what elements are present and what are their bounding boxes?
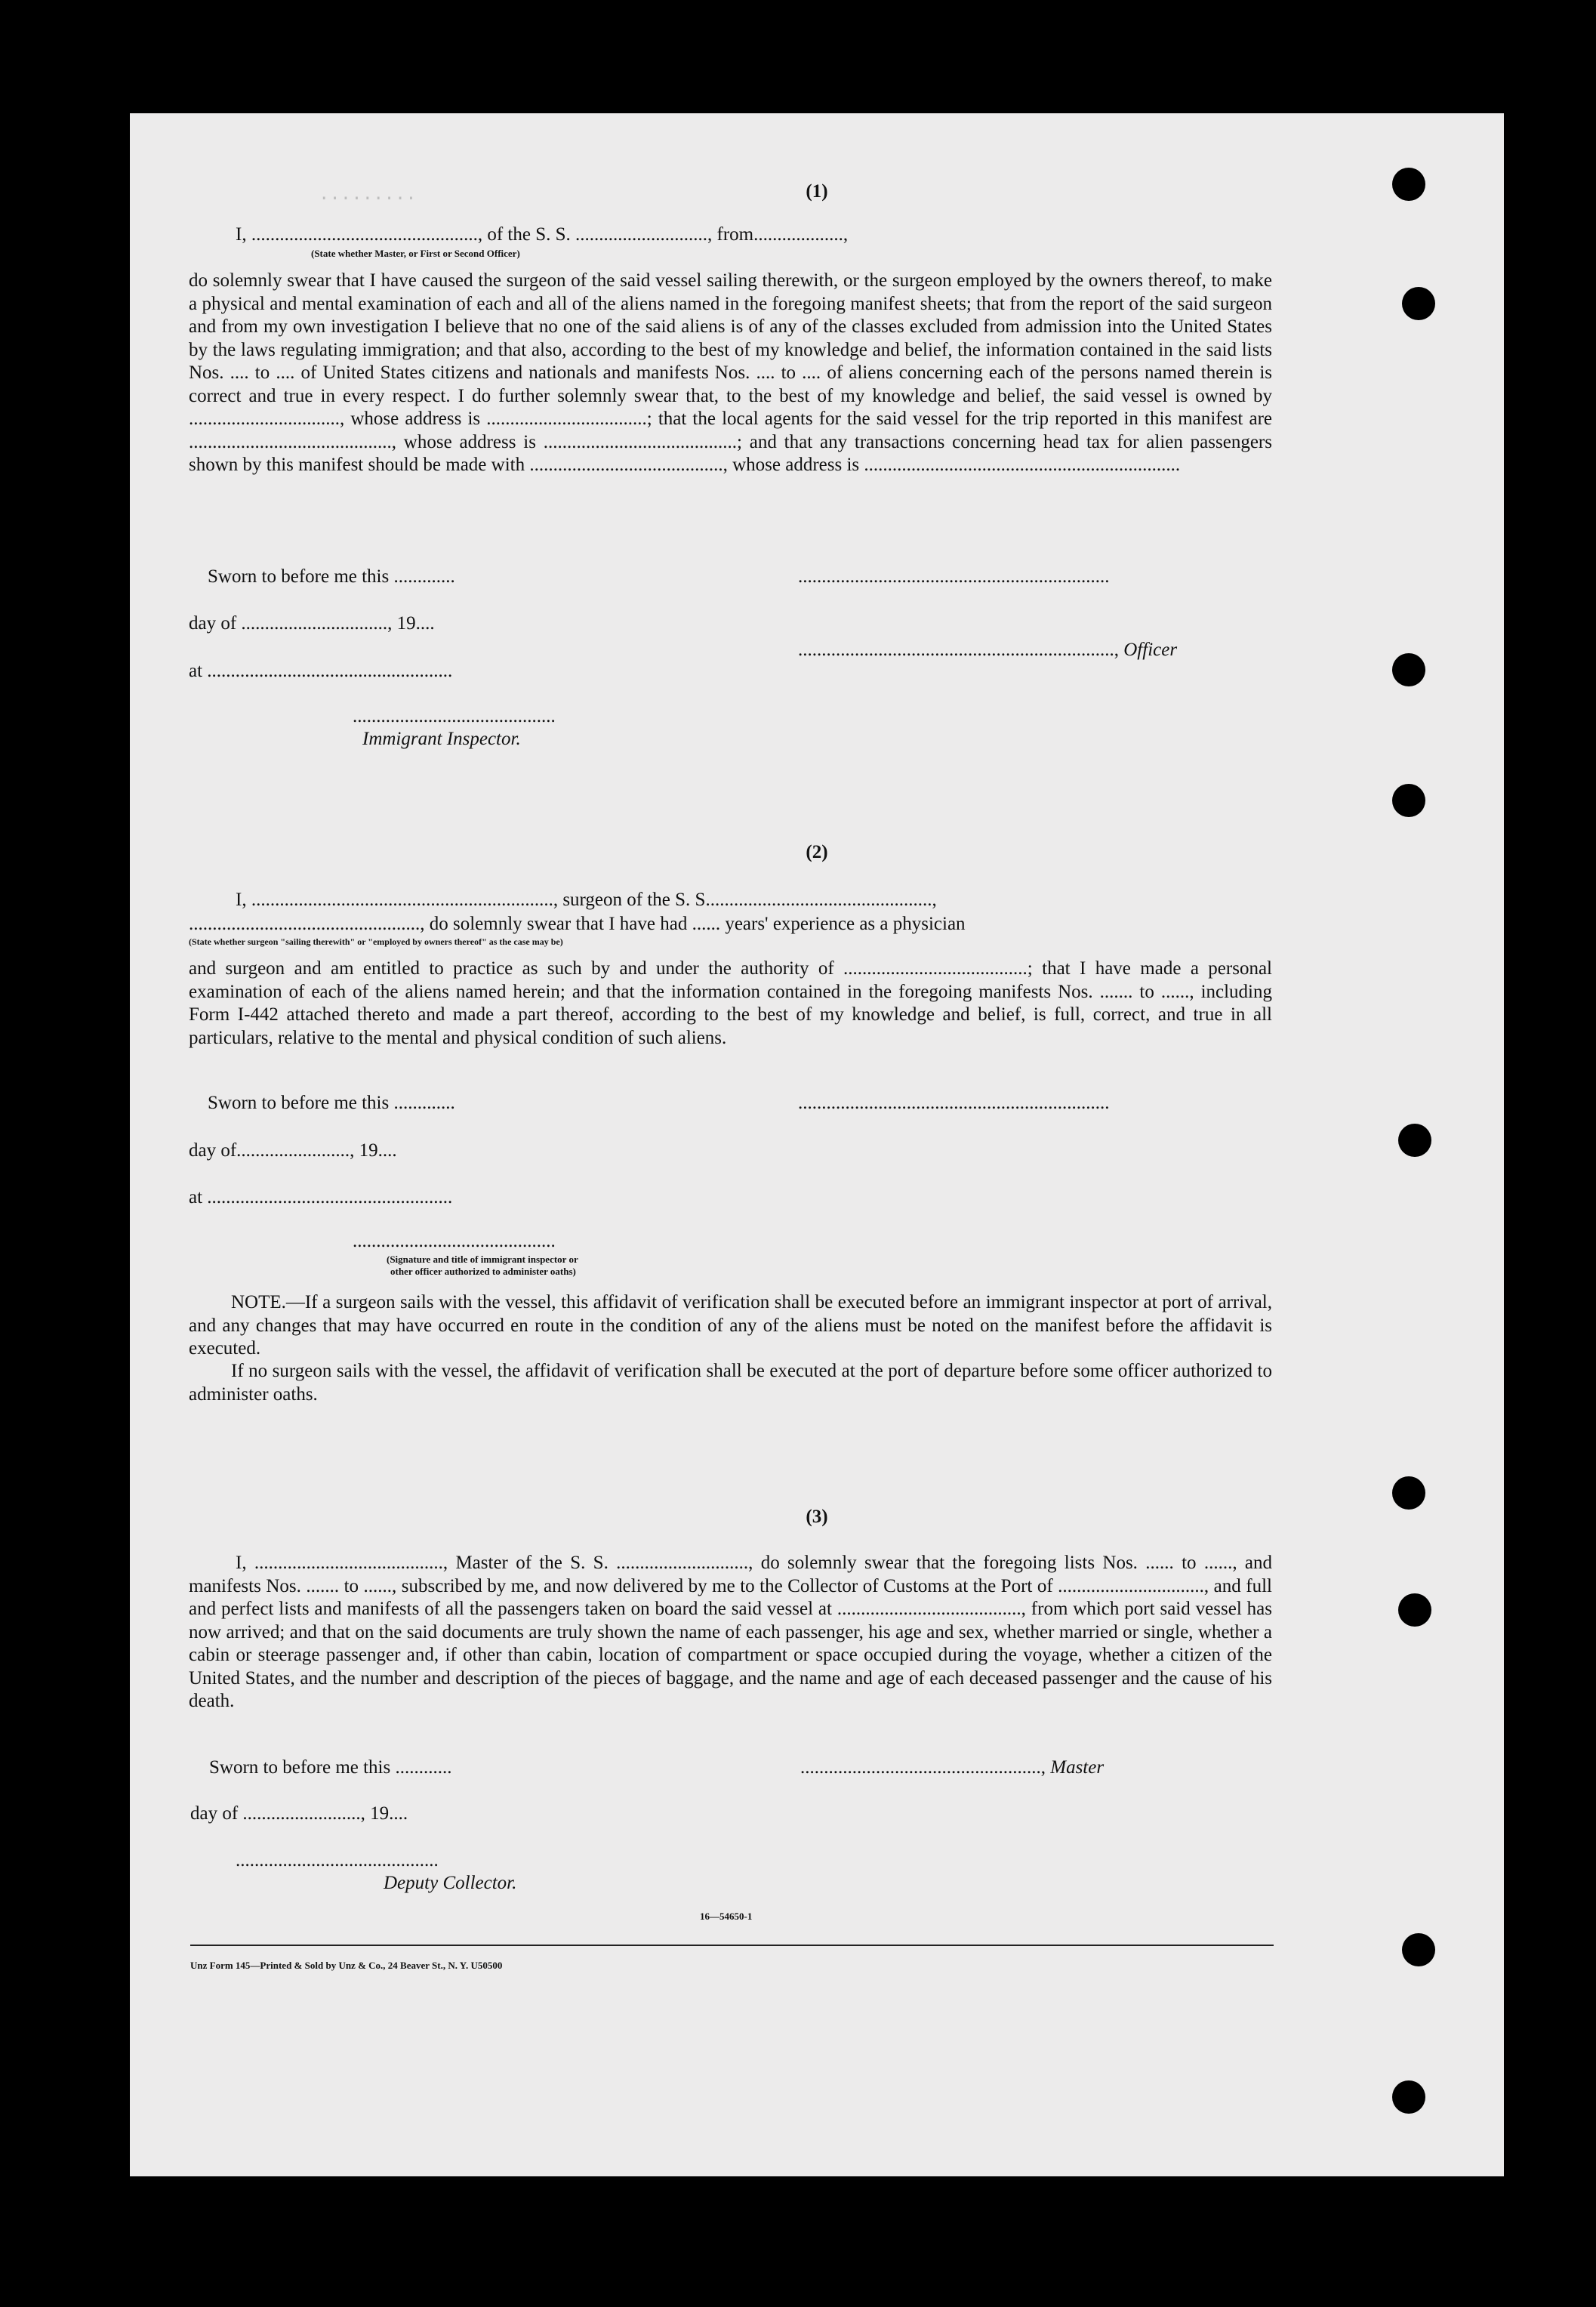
day-line: day of ........................., 19.... [190, 1803, 408, 1824]
officer-label: Officer [1123, 640, 1178, 660]
punch-hole [1392, 2080, 1425, 2114]
inspector-signature-line: ........................................... [353, 1231, 556, 1251]
field-note: (State whether Master, or First or Second Officer) [311, 248, 520, 259]
bleed-through-text: ......... [319, 185, 417, 205]
note-paragraph: NOTE.—If a surgeon sails with the vessel, this affidavit of verification shall be executed before an immigrant inspector at port of arrival, and any changes that may have occurred en route in the condition of any of the aliens must be noted on the manifest before the affidavit is executed. [189, 1292, 1272, 1359]
oath-line: I, ................................................, of the S. S. ............................, from..................., [236, 224, 849, 245]
oath-line: ................................................., do solemnly swear that I have had ...... years' experience as a physician [189, 914, 966, 934]
form-code: 16—54650-1 [700, 1911, 753, 1922]
day-line: day of ..............................., 19.... [189, 613, 435, 634]
printer-credit: Unz Form 145—Printed & Sold by Unz & Co., 24 Beaver St., N. Y. U50500 [190, 1960, 503, 1971]
at-line: at .................................................... [189, 1187, 453, 1207]
master-label: Master [1050, 1757, 1105, 1778]
field-note: (State whether surgeon "sailing therewith" or "employed by owners thereof" as the case may be) [189, 936, 563, 947]
punch-hole [1398, 1593, 1431, 1627]
punch-hole [1392, 1476, 1425, 1510]
collector-signature-line: ........................................... [236, 1850, 439, 1871]
punch-hole [1392, 784, 1425, 817]
section-number: (1) [806, 181, 828, 202]
punch-hole [1402, 1933, 1435, 1966]
signature-dots: ..................................................., [800, 1757, 1051, 1778]
deputy-collector-label: Deputy Collector. [384, 1873, 517, 1893]
inspector-signature-line: ........................................... [353, 706, 556, 726]
inspector-label: Immigrant Inspector. [362, 729, 521, 749]
signature-dots: ..................................................................., [798, 640, 1124, 660]
sworn-line: Sworn to before me this ............. [208, 566, 455, 587]
punch-hole [1402, 287, 1435, 320]
oath-line: I, ................................................................, surgeon of the S. S................................................, [236, 890, 937, 910]
sworn-line: Sworn to before me this ............ [209, 1757, 452, 1778]
signature-line [798, 640, 1177, 661]
manifest-page [130, 113, 1504, 2176]
punch-hole [1392, 653, 1425, 686]
section-number: (3) [806, 1507, 828, 1527]
at-line: at .................................................... [189, 661, 453, 681]
section-number: (2) [806, 842, 828, 862]
note-paragraph: If no surgeon sails with the vessel, the affidavit of verification shall be executed at the port of departure before some officer authorized to administer oaths. [189, 1361, 1272, 1405]
oath-paragraph: and surgeon and am entitled to practice as such by and under the authority of .......................................; that I have made a personal examination of each of the aliens named herein; and that the information contained in the foregoing manifests Nos. ....... to ......, including Form I-442 attached thereto and made a part thereof, according to the best of my knowledge and belief, is full, correct, and true in all particulars, relative to the mental and physical condition of such aliens. [189, 958, 1272, 1048]
field-note: (Signature and title of immigrant inspector or [387, 1254, 578, 1265]
signature-line: .................................................................. [798, 1093, 1110, 1113]
oath-paragraph: I, ........................................, Master of the S. S. ............................, do solemnly swear that the foregoing lists Nos. ...... to ......, and manifests Nos. ....... to ......, subscribed by me, and now delivered by me to the Collector of Customs at the Port of ..............................., and full and perfect lists and manifests of all the passengers taken on board the said vessel at ......................................., from which port said vessel has now arrived; and that on the said documents are truly shown the name of each passenger, his age and sex, whether married or single, whether a cabin or steerage passenger and, if other than cabin, location of compartment or space occupied during the voyage, whether a citizen of the United States, and the number and description of the pieces of baggage, and the name and age of each deceased passenger and the cause of his death. [189, 1553, 1272, 1711]
oath-paragraph: do solemnly swear that I have caused the surgeon of the said vessel sailing therewith, or the surgeon employed by the owners thereof, to make a physical and mental examination of each and all of the aliens named in the foregoing manifest sheets; that from the report of the said surgeon and from my own investigation I believe that no one of the said aliens is of any of the classes excluded from admission into the United States by the laws regulating immigration; and that also, according to the best of my knowledge and belief, the information contained in the said lists Nos. .... to .... of United States citizens and nationals and manifests Nos. .... to .... of aliens concerning each of the persons named therein is correct and true in every respect. I do further solemnly swear that, to the best of my knowledge and belief, the said vessel is owned by ................................, whose address is ..................................; that the local agents for the said vessel for the trip reported in this manifest are ..........................................., whose address is .........................................; and that any transactions concerning head tax for alien passengers shown by this manifest should be made with ........................................., whose address is ................................................................... [189, 270, 1272, 475]
field-note: other officer authorized to administer oaths) [390, 1266, 576, 1277]
punch-hole [1398, 1124, 1431, 1157]
footer-rule [190, 1945, 1274, 1946]
day-line: day of........................, 19.... [189, 1140, 397, 1161]
signature-line: .................................................................. [798, 566, 1110, 587]
master-signature-line [800, 1757, 1104, 1778]
sworn-line: Sworn to before me this ............. [208, 1093, 455, 1113]
